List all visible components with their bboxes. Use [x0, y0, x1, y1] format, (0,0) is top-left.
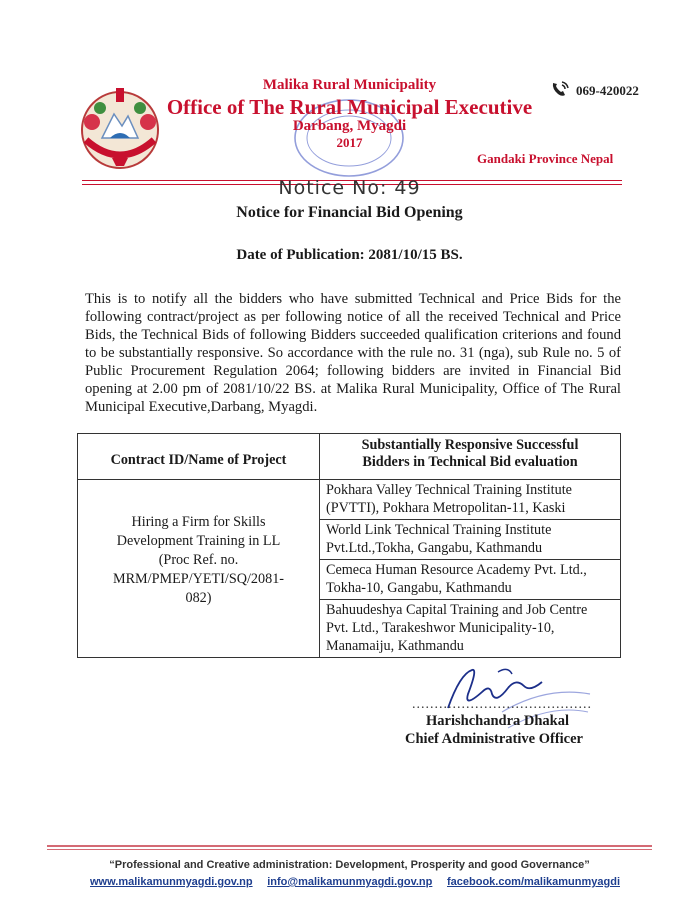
bidders-table: [77, 433, 621, 658]
notice-body: This is to notify all the bidders who have submitted Technical and Price Bids for the following contract/project as per following notice of all the received Technical and Price Bids, the Technical Bids of following Bidders succeeded qualification criterions and found to be substantially responsive. So accordance with the rule no. 31 (nga), sub Rule no. 5 of Public Procurement Regulation 2064; following bidders are invited in Financial Bid opening at 2.00 pm of 2081/10/22 BS. at Malika Rural Municipality, Office of The Rural Municipal Executive,Darbang, Myagdi.: [85, 291, 621, 415]
table-row: [78, 480, 621, 520]
table-header-contract: Contract ID/Name of Project: [78, 434, 320, 480]
bidder-cell: [320, 600, 621, 658]
bidder-line: Pvt.Ltd.,Tokha, Gangabu, Kathmandu: [326, 540, 543, 556]
notice-number: Notice No: 49: [278, 177, 421, 199]
table-header-bidders-line1: Substantially Responsive Successful: [361, 437, 579, 453]
table-header-bidders: [320, 434, 621, 480]
project-line: (Proc Ref. no.: [158, 552, 239, 568]
office-year: 2017: [336, 135, 363, 150]
bidder-line: Manamaiju, Kathmandu: [326, 638, 464, 654]
project-line: MRM/PMEP/YETI/SQ/2081-: [112, 571, 285, 587]
municipality-name: Malika Rural Municipality: [262, 77, 437, 93]
publication-date: Date of Publication: 2081/10/15 BS.: [236, 247, 463, 263]
footer-divider-top: [47, 845, 652, 847]
website-link[interactable]: www.malikamunmyagdi.gov.np: [90, 876, 253, 888]
footer-links: [90, 876, 620, 888]
table-header-row: [78, 434, 621, 480]
bidder-line: Bahuudeshya Capital Training and Job Centre: [326, 602, 588, 618]
office-name: Office of The Rural Municipal Executive: [166, 95, 533, 119]
bidder-line: World Link Technical Training Institute: [326, 522, 552, 538]
bidder-cell: [320, 520, 621, 560]
footer-divider-bottom: [47, 849, 652, 850]
project-line: 082): [185, 590, 212, 606]
email-link[interactable]: info@malikamunmyagdi.gov.np: [267, 876, 433, 888]
footer-motto: “Professional and Creative administration: Development, Prosperity and good Governance”: [109, 859, 590, 871]
facebook-link[interactable]: facebook.com/malikamunmyagdi: [447, 876, 620, 888]
signatory-title: Chief Administrative Officer: [405, 731, 583, 747]
project-line: Development Training in LL: [116, 533, 281, 549]
phone-icon: [550, 80, 570, 102]
phone-number: 069-420022: [576, 83, 639, 98]
bidder-cell: [320, 480, 621, 520]
bidder-line: (PVTTI), Pokhara Metropolitan-11, Kaski: [326, 500, 566, 516]
office-location: Darbang, Myagdi: [292, 118, 407, 134]
province-name: Gandaki Province Nepal: [477, 151, 614, 166]
bidder-line: Pokhara Valley Technical Training Institute: [326, 482, 572, 498]
bidder-line: Cemeca Human Resource Academy Pvt. Ltd.,: [326, 562, 587, 578]
project-line: Hiring a Firm for Skills: [131, 514, 266, 530]
table-header-bidders-line2: Bidders in Technical Bid evaluation: [362, 454, 578, 470]
signature-line: ........................................: [412, 697, 592, 712]
bidder-cell: [320, 560, 621, 600]
signatory-name: Harishchandra Dhakal: [426, 713, 570, 729]
phone-contact: [550, 80, 639, 102]
notice-title: Notice for Financial Bid Opening: [236, 204, 463, 221]
bidder-line: Pvt. Ltd., Tarakeshwor Municipality-10,: [326, 620, 555, 636]
bidder-line: Tokha-10, Gangabu, Kathmandu: [326, 580, 512, 596]
project-cell: [78, 480, 320, 658]
